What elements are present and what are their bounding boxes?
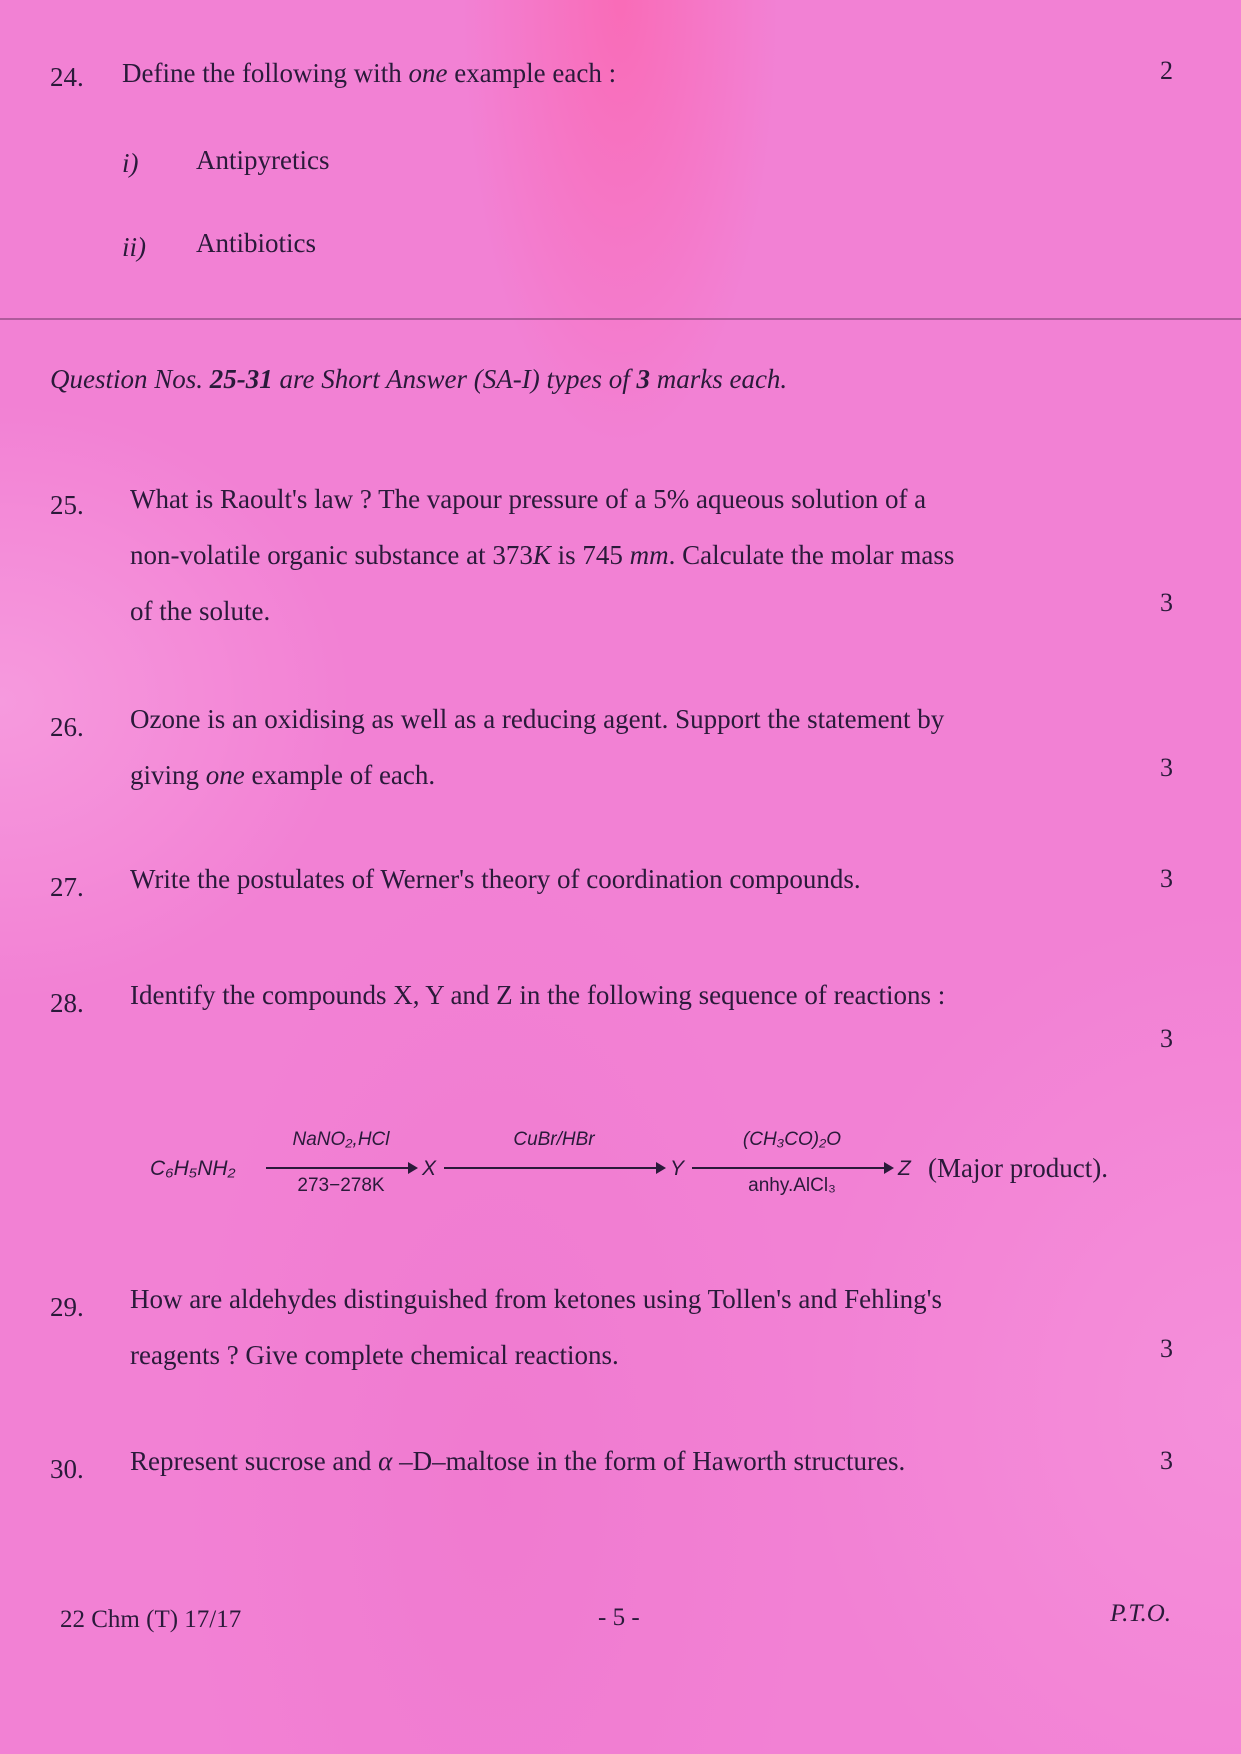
q25-marks: 3 (1160, 588, 1173, 617)
q24-marks: 2 (1160, 56, 1173, 85)
reaction-scheme (150, 1125, 1170, 1235)
section-note-post: marks each. (649, 364, 788, 394)
section-note-pre: Question Nos. (50, 364, 210, 394)
step1-condition: 273−278K (297, 1175, 385, 1196)
q25-line-2-pre: non-volatile organic substance at 373 (130, 540, 533, 570)
q25-line-1: What is Raoult's law ? The vapour pressure of a 5% aqueous solution of a (130, 484, 927, 514)
q30-number: 30. (50, 1454, 84, 1484)
q24-text-em: one (408, 58, 448, 88)
q28-text: Identify the compounds X, Y and Z in the following sequence of reactions : (130, 980, 946, 1010)
q26-number: 26. (50, 712, 84, 742)
q25-kelvin: K (532, 540, 551, 570)
q24-number: 24. (50, 62, 84, 92)
section-divider (0, 318, 1241, 320)
q29-line-2: reagents ? Give complete chemical reactions. (130, 1340, 619, 1370)
step2-reagent: CuBr/HBr (513, 1129, 595, 1150)
q29-number: 29. (50, 1292, 84, 1322)
q27-marks: 3 (1160, 864, 1173, 893)
reactant-aniline: C₆H₅NH₂ (150, 1157, 236, 1180)
footer-page-number: - 5 - (598, 1604, 640, 1631)
footer-pto: P.T.O. (1110, 1600, 1171, 1627)
q26-line-2-em: one (205, 760, 245, 790)
q24-item-label-ii: ii) (122, 232, 146, 262)
q24-text-pre: Define the following with (122, 58, 409, 88)
product-y: Y (670, 1157, 685, 1180)
q25-line-2-post: . Calculate the molar mass (668, 540, 955, 570)
q30-marks: 3 (1160, 1446, 1173, 1475)
q26-line-2-post: example of each. (244, 760, 436, 790)
major-product-note: (Major product). (928, 1153, 1108, 1183)
q26-marks: 3 (1160, 753, 1173, 782)
q26-line-2 (130, 760, 435, 791)
q24-item-antipyretics: Antipyretics (196, 145, 330, 175)
q24-item-antibiotics: Antibiotics (196, 228, 316, 258)
alpha-symbol: α (378, 1446, 393, 1476)
q29-marks: 3 (1160, 1334, 1173, 1363)
step3-condition: anhy.AlCl₃ (748, 1175, 836, 1196)
q30-text (130, 1446, 905, 1477)
step3-arrow (692, 1167, 892, 1169)
footer-paper-code: 22 Chm (T) 17/17 (60, 1606, 242, 1633)
step2-arrow (444, 1167, 664, 1169)
q30-text-pre: Represent sucrose and (130, 1446, 379, 1476)
q25-number: 25. (50, 490, 84, 520)
q24-item-label-i: i) (122, 148, 139, 178)
q25-mm: mm (629, 540, 669, 570)
q29-line-1: How are aldehydes distinguished from ketones using Tollen's and Fehling's (130, 1284, 942, 1314)
product-x: X (422, 1157, 437, 1180)
q28-number: 28. (50, 988, 84, 1018)
q24-text-post: example each : (447, 58, 617, 88)
section-note-marks: 3 (636, 364, 650, 394)
q26-line-2-pre: giving (130, 760, 206, 790)
q25-line-3: of the solute. (130, 596, 271, 626)
step1-reagent: NaNO₂,HCl (292, 1129, 390, 1150)
section-note-mid: are Short Answer (SA-I) types of (272, 364, 637, 394)
step3-reagent: (CH₃CO)₂O (742, 1129, 842, 1150)
q28-marks: 3 (1160, 1024, 1173, 1053)
q25-line-2-mid: is 745 (550, 540, 630, 570)
q27-text: Write the postulates of Werner's theory of coordination compounds. (130, 864, 861, 894)
q30-text-post: –D–maltose in the form of Haworth structures. (392, 1446, 906, 1476)
q26-line-1: Ozone is an oxidising as well as a reducing agent. Support the statement by (130, 704, 945, 734)
q25-line-2 (130, 540, 954, 571)
step1-arrow (266, 1167, 416, 1169)
q27-number: 27. (50, 872, 84, 902)
section-note-range: 25-31 (209, 364, 273, 394)
q24-text (122, 58, 616, 89)
section-note (50, 364, 787, 395)
product-z: Z (898, 1157, 911, 1180)
